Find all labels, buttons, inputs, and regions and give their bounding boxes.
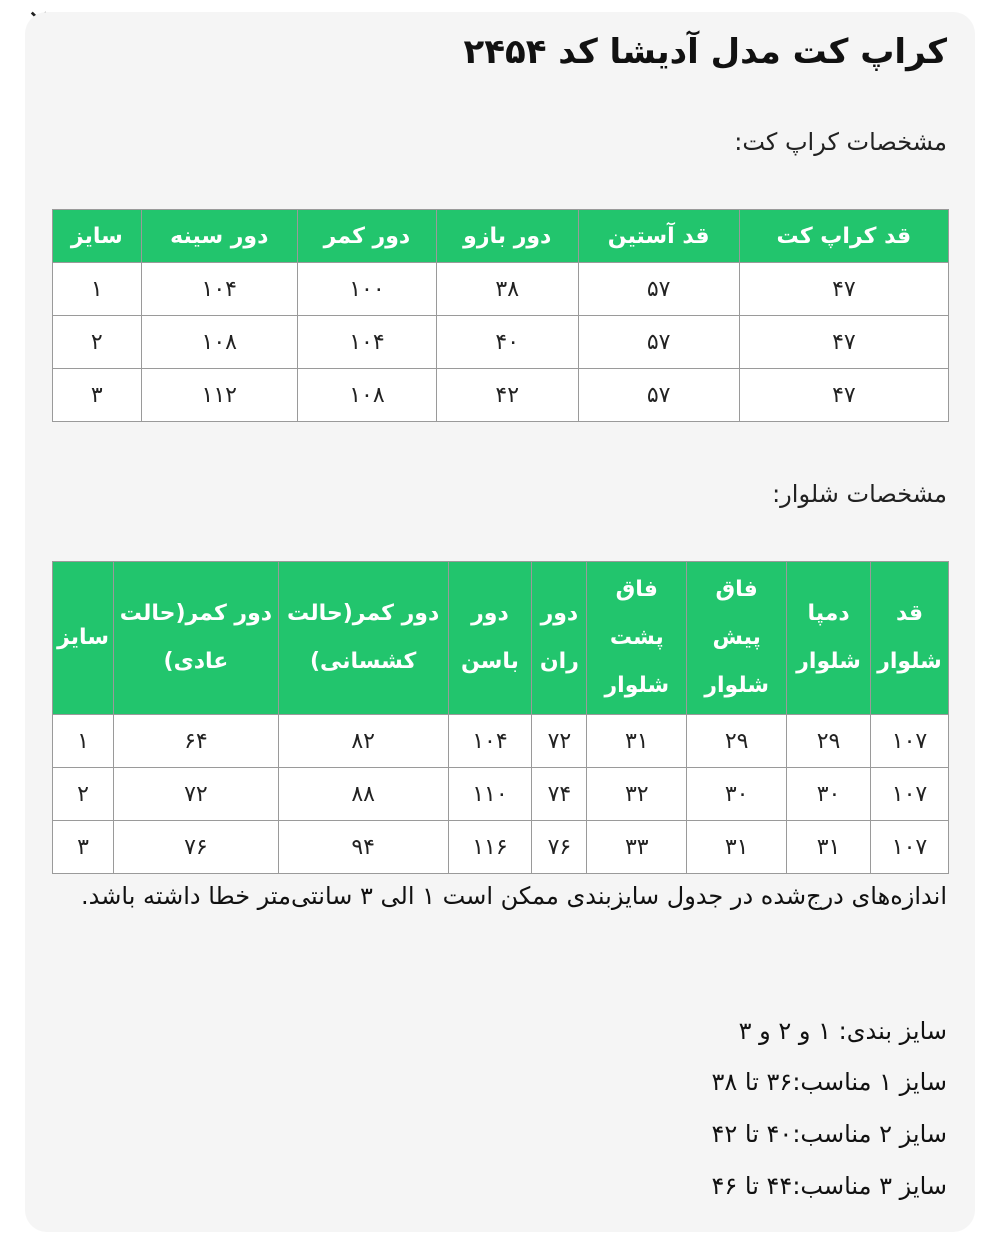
table-cell: ۴۷ bbox=[739, 369, 948, 422]
table-cell: ۶۴ bbox=[114, 715, 279, 768]
table-cell: ۲۹ bbox=[687, 715, 787, 768]
table-cell: ۳۰ bbox=[687, 768, 787, 821]
table-header-row bbox=[53, 562, 949, 715]
table-cell: ۱۰۸ bbox=[141, 316, 297, 369]
size-tolerance-note: اندازه‌های درج‌شده در جدول سایزبندی ممکن است ۱ الی ۳ سانتی‌متر خطا داشته باشد. bbox=[81, 882, 947, 910]
table-row bbox=[53, 369, 949, 422]
table-header-row bbox=[53, 210, 949, 263]
table-cell: ۳۳ bbox=[587, 821, 687, 874]
table-cell: ۱۱۰ bbox=[448, 768, 532, 821]
table-cell: ۷۴ bbox=[532, 768, 587, 821]
column-header: دمپا شلوار bbox=[787, 562, 871, 715]
column-header: سایز bbox=[53, 562, 114, 715]
table-cell: ۳ bbox=[53, 369, 142, 422]
table-cell: ۷۲ bbox=[532, 715, 587, 768]
pants-size-table bbox=[52, 561, 949, 874]
column-header: دور ران bbox=[532, 562, 587, 715]
table-cell: ۲۹ bbox=[787, 715, 871, 768]
table-cell: ۳۰ bbox=[787, 768, 871, 821]
table-cell: ۴۷ bbox=[739, 316, 948, 369]
table-cell: ۵۷ bbox=[578, 263, 739, 316]
table-cell: ۳ bbox=[53, 821, 114, 874]
table-cell: ۳۱ bbox=[787, 821, 871, 874]
table-cell: ۱۱۶ bbox=[448, 821, 532, 874]
page-title: کراپ کت مدل آدیشا کد ۲۴۵۴ bbox=[463, 32, 947, 72]
table-cell: ۳۱ bbox=[587, 715, 687, 768]
column-header: دور کمر bbox=[297, 210, 436, 263]
table-cell: ۵۷ bbox=[578, 369, 739, 422]
table-cell: ۴۷ bbox=[739, 263, 948, 316]
product-detail-card bbox=[25, 12, 975, 1232]
table-cell: ۱۰۰ bbox=[297, 263, 436, 316]
table-cell: ۸۸ bbox=[278, 768, 448, 821]
table-cell: ۳۱ bbox=[687, 821, 787, 874]
jacket-section-label: مشخصات کراپ کت: bbox=[734, 128, 947, 156]
table-cell: ۱ bbox=[53, 263, 142, 316]
column-header: دور بازو bbox=[437, 210, 579, 263]
table-cell: ۵۷ bbox=[578, 316, 739, 369]
table-cell: ۲ bbox=[53, 316, 142, 369]
table-cell: ۱۰۷ bbox=[871, 715, 949, 768]
table-cell: ۱۰۴ bbox=[448, 715, 532, 768]
sizing-line: سایز ۲ مناسب:۴۰ تا ۴۲ bbox=[711, 1120, 947, 1148]
table-cell: ۴۲ bbox=[437, 369, 579, 422]
table-cell: ۳۲ bbox=[587, 768, 687, 821]
sizing-line: سایز ۳ مناسب:۴۴ تا ۴۶ bbox=[711, 1172, 947, 1200]
sizing-line: سایز بندی: ۱ و ۲ و ۳ bbox=[738, 1017, 947, 1045]
column-header: قد شلوار bbox=[871, 562, 949, 715]
column-header: دور باسن bbox=[448, 562, 532, 715]
column-header: فاق پشت شلوار bbox=[587, 562, 687, 715]
table-cell: ۴۰ bbox=[437, 316, 579, 369]
table-cell: ۷۶ bbox=[532, 821, 587, 874]
table-cell: ۱۰۷ bbox=[871, 768, 949, 821]
table-cell: ۱۰۸ bbox=[297, 369, 436, 422]
pants-section-label: مشخصات شلوار: bbox=[772, 480, 947, 508]
table-cell: ۸۲ bbox=[278, 715, 448, 768]
table-cell: ۱۰۷ bbox=[871, 821, 949, 874]
table-cell: ۱ bbox=[53, 715, 114, 768]
table-cell: ۷۶ bbox=[114, 821, 279, 874]
column-header: فاق پیش شلوار bbox=[687, 562, 787, 715]
column-header: سایز bbox=[53, 210, 142, 263]
table-row bbox=[53, 821, 949, 874]
table-cell: ۱۰۴ bbox=[141, 263, 297, 316]
column-header: دور سینه bbox=[141, 210, 297, 263]
sizing-line: سایز ۱ مناسب:۳۶ تا ۳۸ bbox=[711, 1068, 947, 1096]
table-row bbox=[53, 715, 949, 768]
column-header: دور کمر(حالت کشسانی) bbox=[278, 562, 448, 715]
table-cell: ۲ bbox=[53, 768, 114, 821]
table-cell: ۳۸ bbox=[437, 263, 579, 316]
table-row bbox=[53, 263, 949, 316]
table-row bbox=[53, 768, 949, 821]
table-row bbox=[53, 316, 949, 369]
table-cell: ۷۲ bbox=[114, 768, 279, 821]
table-cell: ۱۱۲ bbox=[141, 369, 297, 422]
jacket-size-table bbox=[52, 209, 949, 422]
table-cell: ۱۰۴ bbox=[297, 316, 436, 369]
table-cell: ۹۴ bbox=[278, 821, 448, 874]
column-header: قد آستین bbox=[578, 210, 739, 263]
column-header: قد کراپ کت bbox=[739, 210, 948, 263]
column-header: دور کمر(حالت عادی) bbox=[114, 562, 279, 715]
